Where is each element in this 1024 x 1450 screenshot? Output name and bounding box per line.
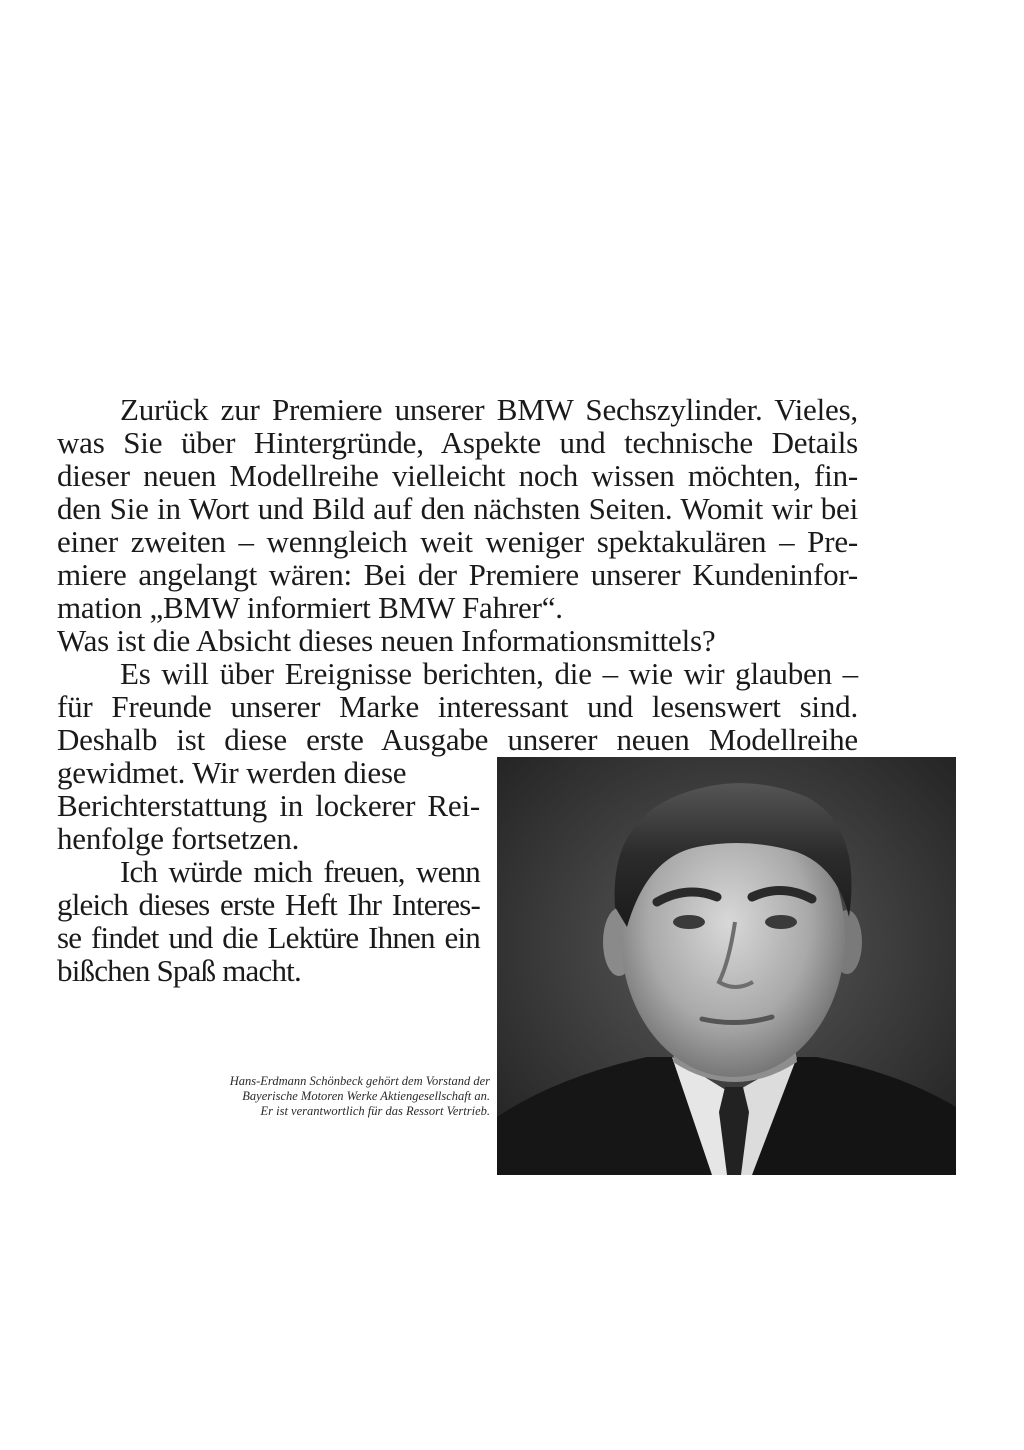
caption-line-3: Er ist verantwortlich für das Ressort Vertrieb. xyxy=(260,1104,490,1118)
body-line-15: Ich würde mich freuen, wenn xyxy=(120,854,480,889)
portrait-photo xyxy=(497,757,956,1175)
body-line-2: was Sie über Hintergründe, Aspekte und technische Details xyxy=(57,425,858,460)
body-line-4: den Sie in Wort und Bild auf den nächsten Seiten. Womit wir bei xyxy=(57,491,858,526)
body-line-16: gleich dieses erste Heft Ihr Interes- xyxy=(57,887,480,922)
body-line-11: Deshalb ist diese erste Ausgabe unserer neuen Modellreihe xyxy=(57,722,858,757)
body-line-13: Berichterstattung in lockerer Rei- xyxy=(57,788,480,823)
body-line-3: dieser neuen Modellreihe vielleicht noch wissen möchten, fin- xyxy=(57,458,858,493)
body-line-18: bißchen Spaß macht. xyxy=(57,953,301,988)
body-line-14: henfolge fortsetzen. xyxy=(57,821,300,856)
caption-line-1: Hans-Erdmann Schönbeck gehört dem Vorstand der xyxy=(229,1074,490,1088)
caption-line-2: Bayerische Motoren Werke Aktiengesellschaft an. xyxy=(242,1089,490,1103)
body-line-6: miere angelangt wären: Bei der Premiere unserer Kundeninfor- xyxy=(57,557,858,592)
body-line-12: gewidmet. Wir werden diese xyxy=(57,755,407,790)
body-line-8: Was ist die Absicht dieses neuen Informationsmittels? xyxy=(57,623,716,658)
photo-caption xyxy=(150,1074,490,1119)
body-line-7: mation „BMW informiert BMW Fahrer“. xyxy=(57,590,563,625)
body-line-1: Zurück zur Premiere unserer BMW Sechszylinder. Vieles, xyxy=(120,392,858,427)
body-line-10: für Freunde unserer Marke interessant und lesenswert sind. xyxy=(57,689,858,724)
body-line-17: se findet und die Lektüre Ihnen ein xyxy=(57,920,480,955)
body-line-5: einer zweiten – wenngleich weit weniger spektakulären – Pre- xyxy=(57,524,858,559)
body-line-9: Es will über Ereignisse berichten, die – wie wir glauben – xyxy=(120,656,858,691)
